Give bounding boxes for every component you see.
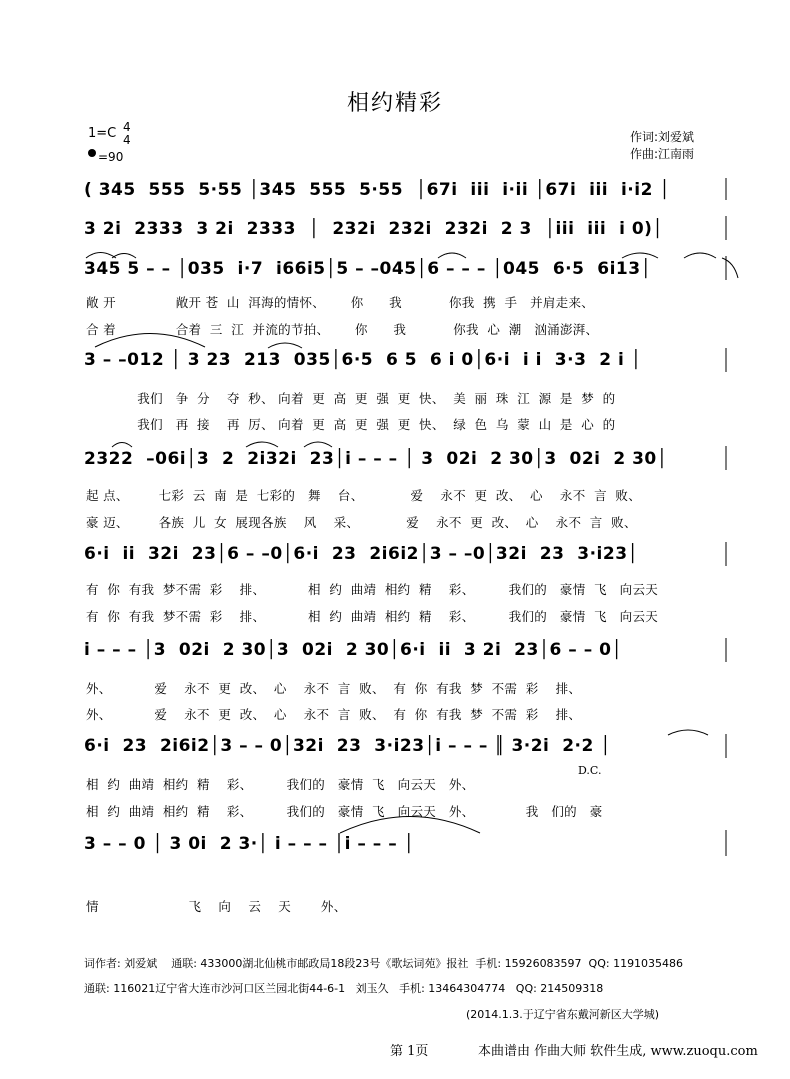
tempo-marking: =90 xyxy=(98,150,124,164)
melody-line: 6·i 23 2i6i2│3 – – 0│32i 23 3·i23│i – – – ║ 3·2i 2·2 │ xyxy=(84,736,611,756)
page-number: 第 1页 xyxy=(390,1044,429,1059)
lyricist-credit: 作词:刘爱斌 xyxy=(630,130,695,144)
lyric-line: 有 你 有我 梦不需 彩 排、 相 约 曲靖 相约 精 彩、 我们的 豪情 飞 向云天 xyxy=(86,582,659,597)
lyric-line: 外、 爱 永不 更 改、 心 永不 言 败、 有 你 有我 梦 不需 彩 排、 xyxy=(86,707,582,722)
song-title: 相约精彩 xyxy=(346,91,443,116)
melody-line: 2322 –06i│3 2 2i32i 23│i – – – │ 3 02i 2 30│3 02i 2 30│ xyxy=(84,449,668,469)
melody-line: 345 5 – – │035 i·7 i66i5│5 – –045│6 – – – │045 6·5 6i13│ xyxy=(84,259,652,279)
lyric-line: 起 点、 七彩 云 南 是 七彩的 舞 台、 爱 永不 更 改、 心 永不 言 败、 xyxy=(86,488,642,503)
composition-date: (2014.1.3.于辽宁省东戴河新区大学城) xyxy=(466,1008,660,1021)
melody-line: 3 – – 0 │ 3 0i 2 3·│ i – – – │i – – – │ xyxy=(84,834,415,854)
da-capo-marking: D.C. xyxy=(578,764,602,777)
lyric-line: 有 你 有我 梦不需 彩 排、 相 约 曲靖 相约 精 彩、 我们的 豪情 飞 向云天 xyxy=(86,609,659,624)
lyric-line: 我们 争 分 夺 秒、 向着 更 高 更 强 更 快、 美 丽 珠 江 源 是 梦 的 xyxy=(86,391,616,406)
melody-line: 3 2i 2333 3 2i 2333 │ 232i 232i 232i 2 3 │iii iii i 0)│ xyxy=(84,219,664,239)
melody-line: 3 – –012 │ 3 23 213 035│6·5 6 5 6 i 0│6·i i i 3·3 2 i │ xyxy=(84,350,642,370)
time-signature-bottom: 4 xyxy=(123,133,131,147)
lyric-line: 情 飞 向 云 天 外、 xyxy=(86,899,347,914)
lyric-line: 相 约 曲靖 相约 精 彩、 我们的 豪情 飞 向云天 外、 xyxy=(86,777,475,792)
lyric-line: 我们 再 接 再 厉、 向着 更 高 更 强 更 快、 绿 色 乌 蒙 山 是 心 的 xyxy=(86,417,616,432)
melody-line: i – – – │3 02i 2 30│3 02i 2 30│6·i ii 3 2i 23│6 – – 0│ xyxy=(84,640,623,660)
melody-line: ( 345 555 5·55 │345 555 5·55 │67i iii i·ii │67i iii i·i2 │ xyxy=(84,180,671,200)
time-signature-top: 4 xyxy=(123,120,131,134)
lyric-line: 相 约 曲靖 相约 精 彩、 我们的 豪情 飞 向云天 外、 我 们的 豪 xyxy=(86,804,603,819)
lyric-line: 豪 迈、 各族 儿 女 展现各族 风 采、 爱 永不 更 改、 心 永不 言 败、 xyxy=(86,515,637,530)
composer-credit: 作曲:江南雨 xyxy=(630,147,695,161)
key-signature: 1=C xyxy=(88,126,117,141)
generator-credit: 本曲谱由 作曲大师 软件生成, www.zuoqu.com xyxy=(478,1044,758,1059)
contact-address: 通联: 116021辽宁省大连市沙河口区兰园北街44-6-1 刘玉久 手机: 13464304774 QQ: 214509318 xyxy=(84,982,604,995)
author-contact: 词作者: 刘爱斌 通联: 433000湖北仙桃市邮政局18段23号《歌坛词苑》报社 手机: 15926083597 QQ: 1191035486 xyxy=(84,957,684,970)
lyric-line: 敞 开 敞开 苍 山 洱海的情怀、 你 我 你我 携 手 并肩走来、 xyxy=(86,295,595,310)
melody-line: 6·i ii 32i 23│6 – –0│6·i 23 2i6i2│3 – –0│32i 23 3·i23│ xyxy=(84,544,639,564)
lyric-line: 合 着 合着 三 江 并流的节拍、 你 我 你我 心 潮 汹涌澎湃、 xyxy=(86,322,599,337)
lyric-line: 外、 爱 永不 更 改、 心 永不 言 败、 有 你 有我 梦 不需 彩 排、 xyxy=(86,681,582,696)
